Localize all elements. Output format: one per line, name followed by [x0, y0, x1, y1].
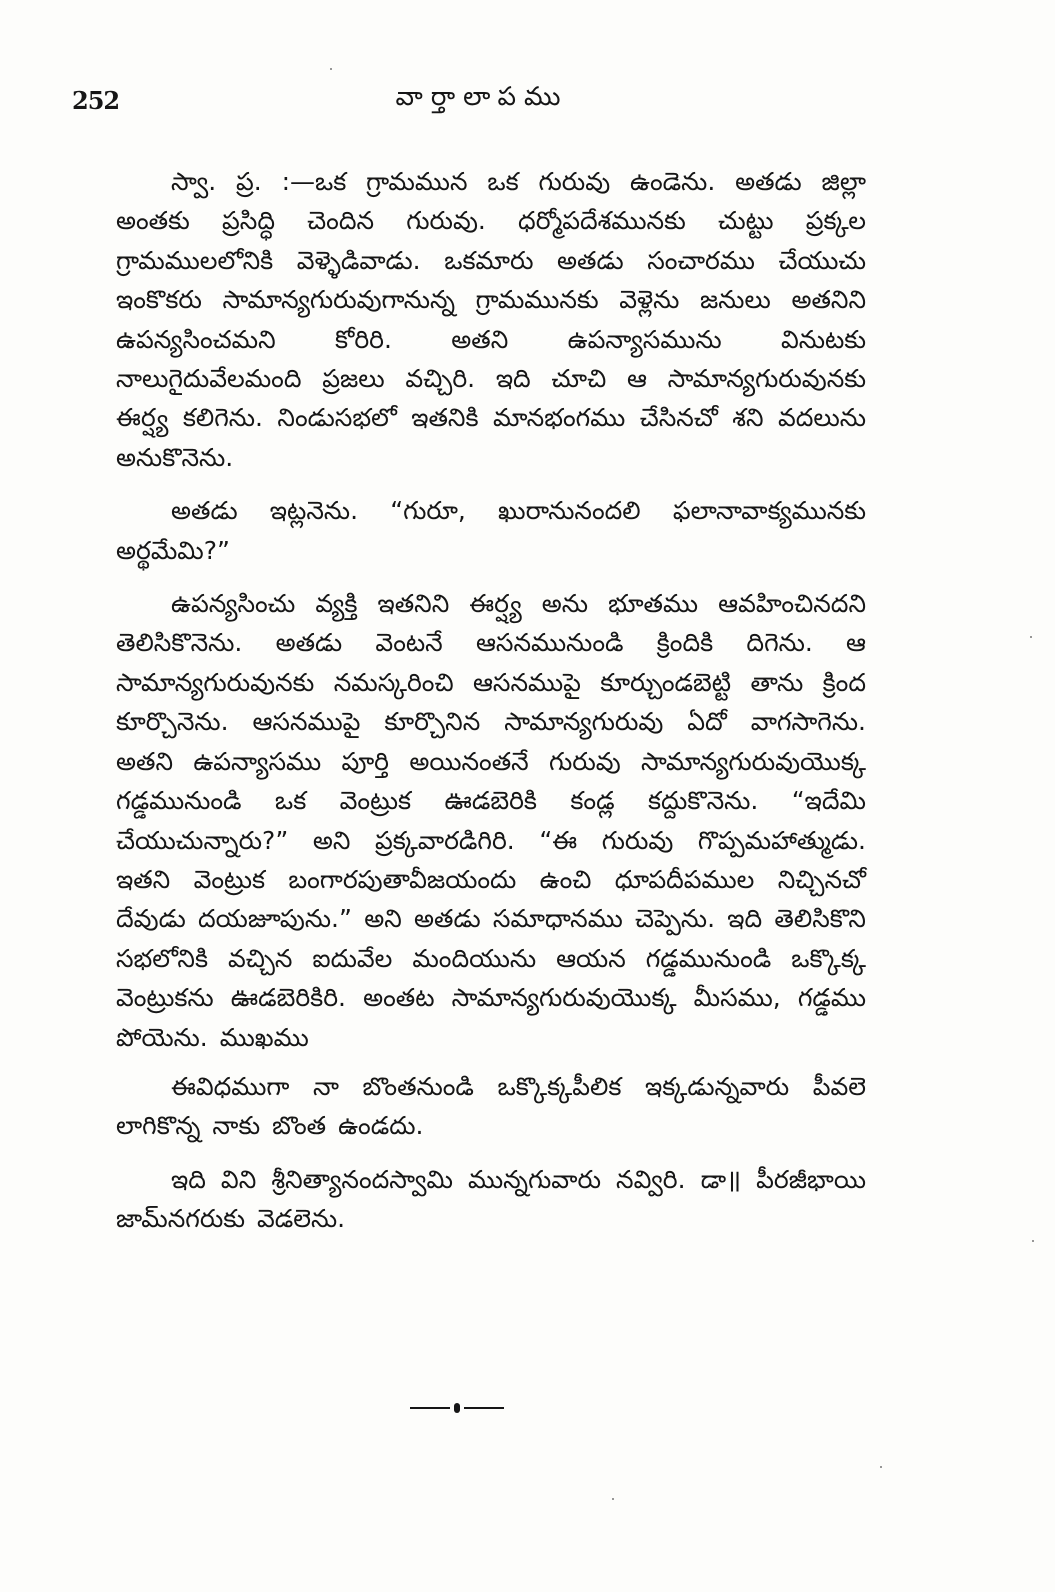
paper-speck: [1030, 636, 1032, 638]
paragraph-story: స్వా. ప్ర. :—ఒక గ్రామమున ఒక గురువు ఉండెను. అతడు జిల్లా అంతకు ప్రసిద్ధి చెందిన గురువు. ధర్మోపదేశమునకు చుట్టు ప్రక్కల గ్రామములలోనికి వెళ్ళెడివాడు. ఒకమారు అతడు సంచారము చేయుచు ఇంకొకరు సామాన్యగురువుగానున్న గ్రామమునకు వెళ్లెను జనులు అతనిని ఉపన్యసించమని కోరిరి. అతని ఉపన్యాసమును వినుటకు నాలుగైదువేలమంది ప్రజలు వచ్చిరి. ఇది చూచి ఆ సామాన్యగురువునకు ఈర్ష్య కలిగెను. నిండుసభలో ఇతనికి మానభంగము చేసినచో శని వదలును అనుకొనెను.: [116, 167, 866, 472]
page-header: [72, 82, 892, 122]
paragraph-response: ఉపన్యసించు వ్యక్తి ఇతనిని ఈర్ష్య అను భూతము ఆవహించినదని తెలిసికొనెను. అతడు వెంటనే ఆసనమునుండి క్రిందికి దిగెను. ఆ సామాన్యగురువునకు నమస్కరించి ఆసనముపై కూర్చుండబెట్టి తాను క్రింద కూర్చొనెను. ఆసనముపై కూర్చొనిన సామాన్యగురువు ఏదో వాగసాగెను. అతని ఉపన్యాసము పూర్తి అయినంతనే గురువు సామాన్యగురువుయొక్క గడ్డమునుండి ఒక వెంట్రుక ఊడబెరికి కండ్ల కద్దుకొనెను. “ఇదేమి చేయుచున్నారు?” అని ప్రక్కవారడిగిరి. “ఈ గురువు గొప్పమహాత్ముడు. ఇతని వెంట్రుక బంగారపుతావీజయందు ఉంచి ధూపదీపముల నిచ్చినచో దేవుడు దయజూపును.” అని అతడు సమాధానము చెప్పెను. ఇది తెలిసికొని సభలోనికి వచ్చిన ఐదువేల మందియును ఆయన గడ్డమునుండి ఒక్కొక్క వెంట్రుకను ఊడబెరికిరి. అంతట సామాన్యగురువుయొక్క మీసము, గడ్డము పోయెను. ముఖము: [116, 589, 866, 1052]
paper-speck: [1032, 1240, 1034, 1242]
page-number: 252: [72, 86, 120, 115]
body-text: [116, 162, 866, 1239]
paper-speck: [612, 1498, 614, 1500]
ornament-diamond: [454, 1403, 460, 1413]
paragraph-conclusion: ఇది విని శ్రీనిత్యానందస్వామి మున్నగువారు నవ్విరి. డా॥ పీరజీభాయి జామ్‌నగరుకు వెడలెను.: [116, 1164, 866, 1234]
paper-speck: [880, 1466, 882, 1468]
paragraph-question: అతడు ఇట్లనెను. “గురూ, ఖురానునందలి ఫలానావాక్యమునకు అర్థమేమి?”: [116, 496, 866, 565]
paragraph-moral: ఈవిధముగా నా బొంతనుండి ఒక్కొక్కపీలిక ఇక్కడున్నవారు పీవలె లాగికొన్న నాకు బొంత ఉండదు.: [116, 1071, 866, 1141]
running-title: వార్తాలాపము: [395, 82, 569, 112]
ornament-dash-left: [410, 1407, 450, 1409]
section-end-ornament-icon: [402, 1398, 512, 1418]
paper-speck: [330, 68, 332, 70]
ornament-dash-right: [464, 1407, 504, 1409]
